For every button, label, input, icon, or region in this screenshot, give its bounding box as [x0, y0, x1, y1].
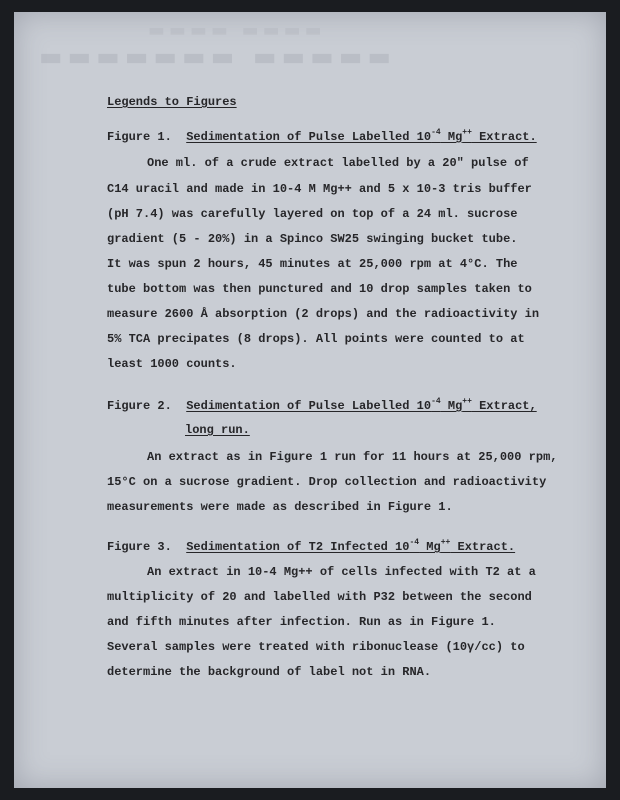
figure-2-line: measurements were made as described in Figure 1.	[107, 500, 453, 514]
figure-2-title: Sedimentation of Pulse Labelled $10^{-4}$ Mg++ Extract,	[186, 397, 537, 413]
figure-1-title: Sedimentation of Pulse Labelled $10^{-4}$ Mg++ Extract.	[186, 128, 537, 144]
figure-1-line: gradient (5 - 20%) in a Spinco SW25 swinging bucket tube.	[107, 232, 518, 246]
figure-1-line: (pH 7.4) was carefully layered on top of a 24 ml. sucrose	[107, 207, 518, 221]
figure-1-line: C14 uracil and made in 10-4 M Mg++ and 5 x 10-3 tris buffer	[107, 182, 532, 196]
figure-1-heading	[107, 130, 537, 144]
figure-1-line: It was spun 2 hours, 45 minutes at 25,000 rpm at 4°C. The	[107, 257, 518, 271]
figure-2-heading	[107, 399, 537, 413]
figure-3-line: and fifth minutes after infection. Run as in Figure 1.	[107, 615, 496, 629]
figure-2-label: Figure 2.	[107, 399, 172, 413]
figure-1-line: 5% TCA precipates (8 drops). All points were counted to at	[107, 332, 525, 346]
figure-1-line: measure 2600 Å absorption (2 drops) and the radioactivity in	[107, 307, 540, 321]
figure-3-label: Figure 3.	[107, 540, 172, 554]
document-page	[14, 12, 606, 788]
figure-3-line: determine the background of label not in RNA.	[107, 665, 432, 679]
figure-3-title: Sedimentation of T2 Infected $10^{-4}$ Mg++ Extract.	[186, 538, 516, 554]
figure-3-line: An extract in 10-4 Mg++ of cells infected with T2 at a	[147, 565, 536, 579]
figure-1-line: tube bottom was then punctured and 10 drop samples taken to	[107, 282, 532, 296]
figure-1-line: One ml. of a crude extract labelled by a 20" pulse of	[147, 156, 529, 170]
figure-3-line: Several samples were treated with ribonuclease (10γ/cc) to	[107, 640, 525, 654]
figure-3-line: multiplicity of 20 and labelled with P32 between the second	[107, 590, 532, 604]
figure-1-label: Figure 1.	[107, 130, 172, 144]
page-title: Legends to Figures	[107, 95, 237, 109]
bleed-through-text: ▬▬▬▬ ▬▬▬▬	[144, 20, 322, 41]
bleed-through-heading: ▬▬▬▬▬ ▬▬▬▬▬▬▬	[34, 42, 392, 71]
figure-2-line: An extract as in Figure 1 run for 11 hours at 25,000 rpm,	[147, 450, 558, 464]
figure-3-heading	[107, 540, 515, 554]
figure-2-title-continued: long run.	[185, 423, 250, 437]
figure-2-line: 15°C on a sucrose gradient. Drop collection and radioactivity	[107, 475, 547, 489]
figure-1-line: least 1000 counts.	[107, 357, 237, 371]
